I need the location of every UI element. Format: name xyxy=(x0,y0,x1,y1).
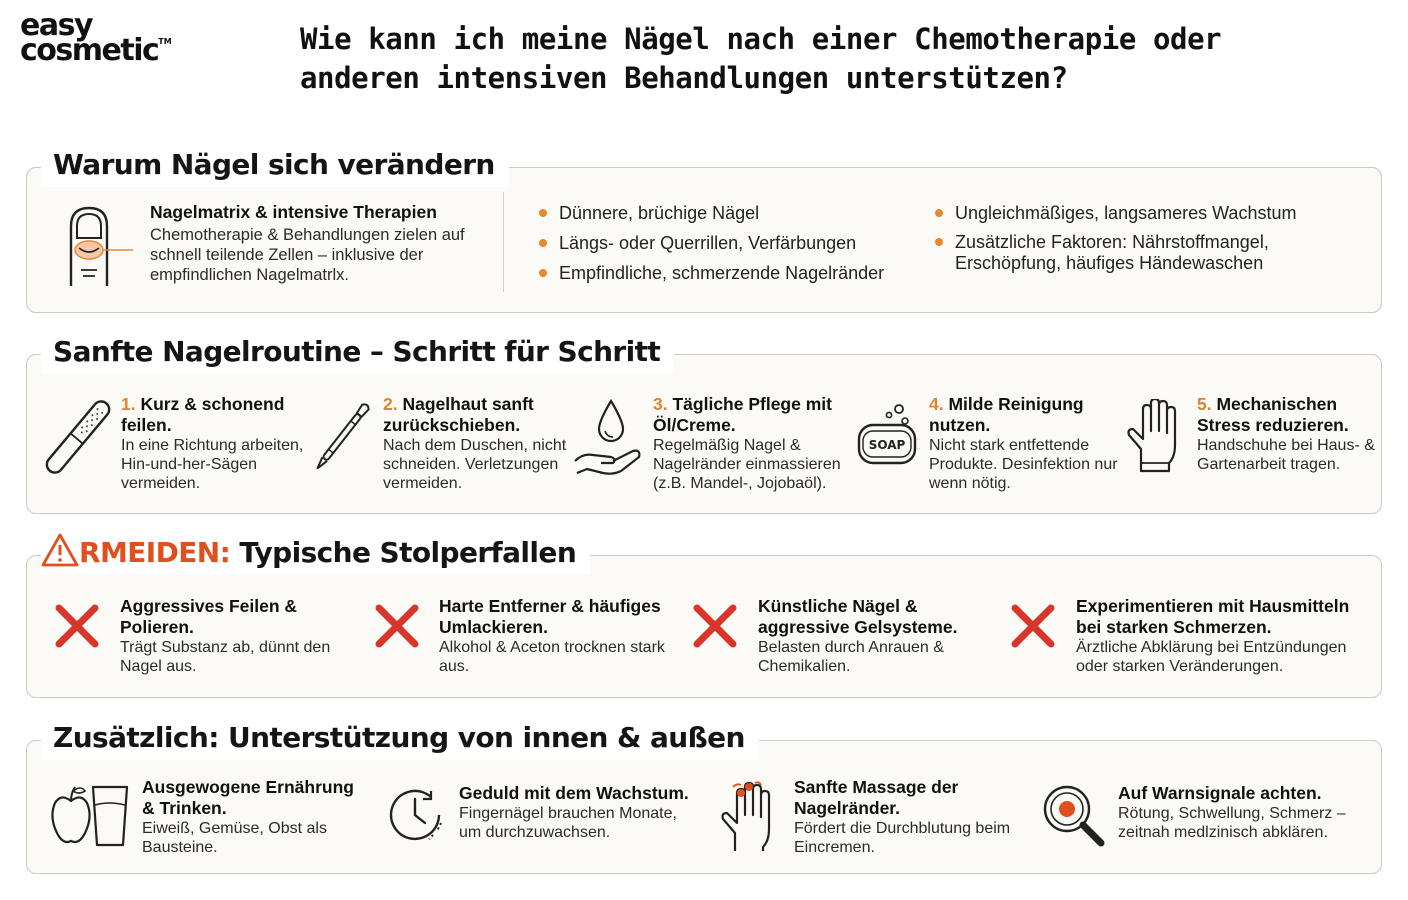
cuticle-pusher-icon xyxy=(311,397,373,477)
support-item: Sanfte Massage der Nagelränder. Fördert die Durchblutung beim Eincremen. xyxy=(794,777,1011,856)
list-item: Zusätzliche Faktoren: Nährstoffmangel, Erschöpfung, häufiges Händewaschen xyxy=(935,228,1335,274)
warning-label: RMEIDEN: xyxy=(79,536,231,569)
pitfall-item: Aggressives Feilen & Polieren. Trägt Substanz ab, dünnt den Nagel aus. xyxy=(120,596,331,675)
cross-icon xyxy=(373,602,421,650)
divider xyxy=(503,192,504,292)
pitfall-item: Harte Entferner & häufiges Umlackieren. Alkohol & Aceton trocknen stark aus. xyxy=(439,596,665,675)
section-why-nails-change xyxy=(26,148,1382,313)
section-nail-routine xyxy=(26,335,1382,514)
section-title: Zusätzlich: Unterstützung von innen & außen xyxy=(41,716,759,760)
cross-icon xyxy=(691,602,739,650)
list-item: Dünnere, brüchige Nägel xyxy=(539,198,919,228)
support-item: Ausgewogene Ernährung & Trinken. Eiweiß, Gemüse, Obst als Bausteine. xyxy=(142,777,354,856)
routine-step-2: 2. Nagelhaut sanft zurückschieben. Nach dem Duschen, nicht schneiden. Verletzungen vermeiden. xyxy=(383,394,567,492)
symptom-list-right xyxy=(935,198,1335,274)
support-item: Auf Warnsignale achten. Rötung, Schwellung, Schmerz – zeitnah medlzinisch abklären. xyxy=(1118,783,1346,841)
massage-hand-icon xyxy=(719,781,781,853)
soap-icon xyxy=(855,403,919,469)
brand-logo: easy cosmetic™ xyxy=(20,8,172,68)
magnifier-warning-icon xyxy=(1041,783,1107,849)
section-title: Warum Nägel sich verändern xyxy=(41,143,509,187)
finger-nail-icon xyxy=(67,204,147,286)
pitfall-item: Experimentieren mit Hausmitteln bei starken Schmerzen. Ärztliche Abklärung bei Entzündungen oder starken Veränderungen. xyxy=(1076,596,1350,675)
list-item: Empfindliche, schmerzende Nagelränder xyxy=(539,258,919,288)
oil-drop-hand-icon xyxy=(573,399,645,477)
section-support xyxy=(26,721,1382,874)
section-avoid-pitfalls xyxy=(26,536,1382,698)
apple-glass-icon xyxy=(49,783,133,849)
routine-step-1: 1. Kurz & schonend feilen. In eine Richtung arbeiten, Hin-und-her-Sägen vermeiden. xyxy=(121,394,304,492)
list-item: Ungleichmäßiges, langsameres Wachstum xyxy=(935,198,1335,228)
pitfall-item: Künstliche Nägel & aggressive Gelsysteme. Belasten durch Anrauen & Chemikalien. xyxy=(758,596,958,675)
support-item: Geduld mit dem Wachstum. Fingernägel brauchen Monate, um durchzuwachsen. xyxy=(459,783,689,841)
soap-label: SOAP xyxy=(868,438,906,452)
cross-icon xyxy=(1009,602,1057,650)
matrix-intro-head: Nagelmatrix & intensive Therapien xyxy=(150,202,437,222)
matrix-intro-body: Chemotherapie & Behandlungen zielen auf schnell teilende Zellen – inklusive der empfindlichen Nagelmatrlx. xyxy=(150,226,465,284)
routine-step-5: 5. Mechanischen Stress reduzieren. Handschuhe bei Haus- & Gartenarbeit tragen. xyxy=(1197,394,1375,473)
routine-step-3: 3. Tägliche Pflege mit Öl/Creme. Regelmäßig Nagel & Nagelränder einmassieren (z.B. Mandel-, Jojobaöl). xyxy=(653,394,841,492)
symptom-list-left xyxy=(539,198,919,288)
cross-icon xyxy=(53,602,101,650)
section-title: Sanfte Nagelroutine – Schritt für Schritt xyxy=(41,330,674,374)
warning-triangle-icon xyxy=(41,533,79,567)
list-item: Längs- oder Querrillen, Verfärbungen xyxy=(539,228,919,258)
clock-icon xyxy=(383,783,447,847)
matrix-intro xyxy=(150,202,480,285)
section-title: RMEIDEN: Typische Stolperfallen xyxy=(41,531,590,575)
page-title: Wie kann ich meine Nägel nach einer Chemotherapie oder anderen intensiven Behandlungen unterstützen? xyxy=(300,22,1222,95)
routine-step-4: 4. Milde Reinigung nutzen. Nicht stark entfettende Produkte. Desinfektion nur wenn nötig. xyxy=(929,394,1118,492)
nail-file-icon xyxy=(45,397,111,477)
glove-icon xyxy=(1125,399,1187,475)
